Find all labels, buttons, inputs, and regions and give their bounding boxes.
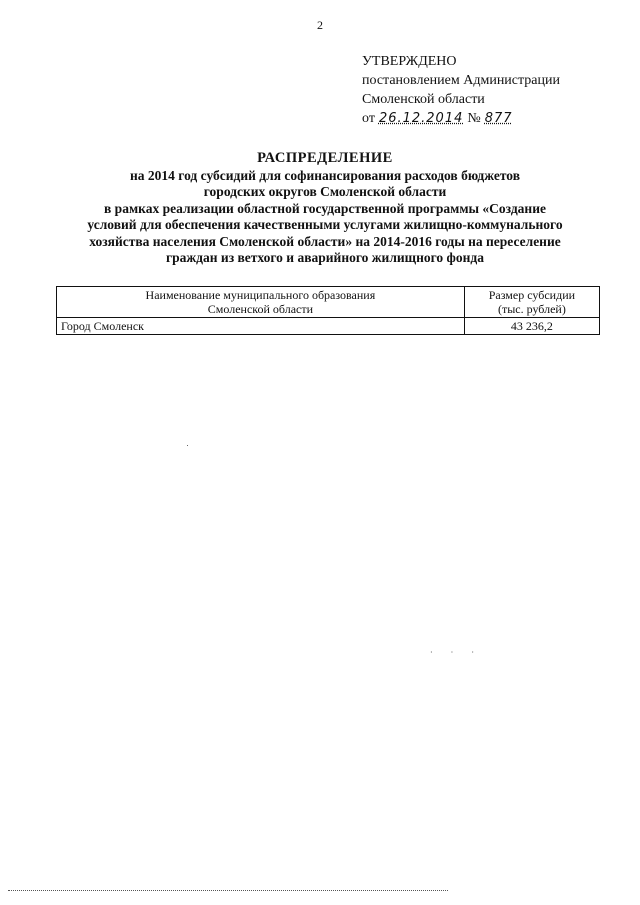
column-header-municipality-line2: Смоленской области [207, 302, 314, 316]
column-header-subsidy-line1: Размер субсидии [488, 288, 576, 302]
municipality-cell: Город Смоленск [57, 318, 465, 335]
footer-dotted-rule [8, 890, 448, 891]
table-row [57, 318, 600, 335]
heading-line: в рамках реализации областной государственной программы «Создание [104, 200, 546, 216]
handwritten-date: 26.12.2014 [378, 111, 464, 126]
scan-speck [187, 445, 188, 446]
subsidy-table [56, 286, 600, 335]
column-header-municipality-line1: Наименование муниципального образования [145, 288, 376, 302]
handwritten-number: 877 [484, 111, 513, 126]
approval-title: УТВЕРЖДЕНО [362, 54, 457, 69]
heading-line: хозяйства населения Смоленской области» на 2014-2016 годы на переселение [89, 233, 561, 249]
approval-stamp-block [362, 52, 560, 128]
scan-specks: · · · [430, 648, 482, 657]
approval-line-region: Смоленской области [362, 92, 485, 107]
approval-date-line [362, 109, 560, 128]
heading-line: на 2014 год субсидий для софинансирования расходов бюджетов [130, 167, 520, 183]
column-header-municipality [57, 287, 465, 318]
subsidy-amount-cell: 43 236,2 [464, 318, 599, 335]
page-number: 2 [317, 18, 323, 32]
document-title: РАСПРЕДЕЛЕНИЕ [257, 150, 393, 166]
table-header-row [57, 287, 600, 318]
column-header-subsidy [464, 287, 599, 318]
date-prefix: от [362, 111, 375, 126]
heading-line: граждан из ветхого и аварийного жилищного фонда [166, 250, 484, 265]
heading-line: условий для обеспечения качественными услугами жилищно-коммунального [87, 217, 563, 232]
number-sign: № [467, 111, 481, 126]
document-heading [40, 150, 610, 267]
approval-line-resolution: постановлением Администрации [362, 73, 560, 88]
column-header-subsidy-line2: (тыс. рублей) [497, 302, 566, 316]
heading-line: городских округов Смоленской области [203, 184, 447, 199]
